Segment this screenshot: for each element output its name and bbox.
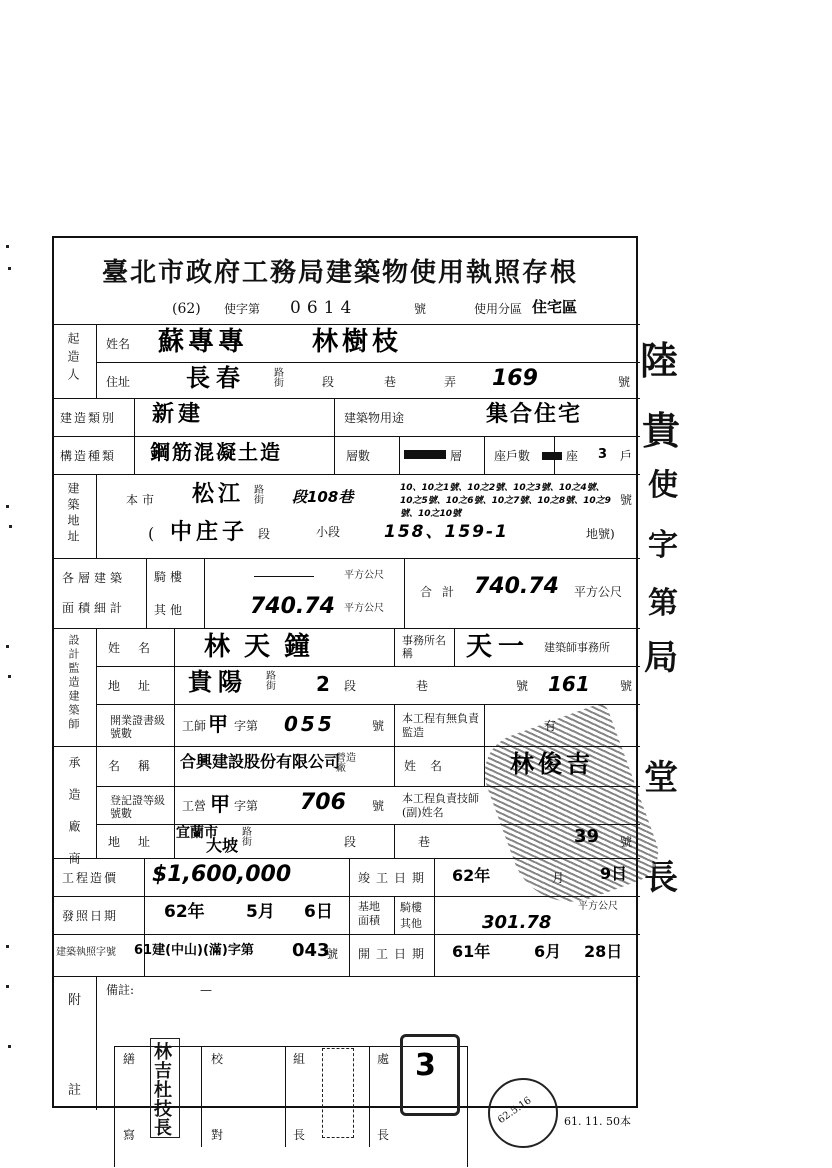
complete-day: 9日 <box>600 864 628 883</box>
supervisor-label: 本工程有無負責監造 <box>402 712 479 739</box>
architect-address-label: 地址 <box>108 679 169 693</box>
site-lane: 段108巷 <box>292 488 354 506</box>
contractor-city: 宜蘭市 <box>176 825 218 841</box>
use-value: 集合住宅 <box>486 402 583 427</box>
license-label: 開業證書級號數 <box>110 714 165 740</box>
zone-value: 住宅區 <box>532 298 578 316</box>
arcade-unit: 平方公尺 <box>344 570 384 581</box>
side-char-1: 貴 <box>642 408 681 453</box>
builder-lane: 巷 <box>384 375 397 389</box>
architect-number-label: 號 <box>516 679 529 693</box>
permit-ref-value: 61建(中山)(滿)字第 <box>134 943 254 958</box>
stamp-1-text: 林吉杜技長 <box>154 1042 172 1139</box>
sign-label-3: 處 <box>377 1052 390 1066</box>
start-year: 61年 <box>452 942 491 961</box>
units-redaction <box>542 452 562 460</box>
license-class: 甲 <box>208 712 228 736</box>
license-suffix: 號 <box>372 719 385 733</box>
issue-day: 6日 <box>304 902 333 922</box>
sign-label-2: 組 <box>293 1052 306 1066</box>
land-section: 中庄子 <box>170 520 249 545</box>
site-section-label: 建築地址 <box>66 482 80 546</box>
site-city: 本市 <box>126 493 159 507</box>
side-char-0: 陸 <box>640 338 679 383</box>
contractor-person-label: 姓名 <box>404 759 457 773</box>
builder-street: 長春 <box>186 364 246 392</box>
issue-month: 5月 <box>246 902 275 922</box>
side-char-2: 使 <box>648 468 678 503</box>
contractor-street: 大坡 <box>206 836 239 855</box>
side-char-4: 第 <box>648 586 678 621</box>
arcade-label: 騎樓 <box>154 570 187 584</box>
builder-section-label: 起造人 <box>66 332 80 386</box>
land-other: 其他 <box>400 917 422 930</box>
area-label-1: 各層建築 <box>62 571 127 585</box>
license-word: 字第 <box>234 719 259 733</box>
permit-suffix: 號 <box>414 302 427 316</box>
contractor-section: 段 <box>344 835 357 849</box>
permit-ref-number: 043 <box>292 940 330 961</box>
architect-name: 林天鐘 <box>204 632 325 662</box>
side-char-3: 字 <box>648 528 678 563</box>
architect-road: 路街 <box>266 671 276 692</box>
land-prefix: ( <box>148 524 155 543</box>
cost-label: 工程造價 <box>62 871 119 885</box>
architect-section-label: 設計監造建築師 <box>67 634 80 732</box>
form-title: 臺北市政府工務局建築物使用執照存根 <box>102 258 579 288</box>
land-arcade: 騎樓 <box>400 901 422 914</box>
architect-name-label: 姓名 <box>108 641 169 655</box>
reg-prefix: 工營 <box>182 799 207 813</box>
land-section-unit: 段 <box>258 527 271 541</box>
permit-ref-label: 建築執照字號 <box>56 947 116 958</box>
form-code: 61. 11. 50本 <box>564 1115 631 1128</box>
units-value: 座 <box>566 449 579 463</box>
arcade-dash <box>254 576 314 577</box>
total-unit: 平方公尺 <box>574 585 623 599</box>
contractor-lane: 巷 <box>418 835 431 849</box>
other-unit: 平方公尺 <box>344 603 384 614</box>
units-suffix: 戶 <box>620 449 633 463</box>
permit-prefix: (62) <box>172 301 201 317</box>
sign-label-6: 長 <box>293 1128 306 1142</box>
total-value: 740.74 <box>474 574 559 599</box>
builder-number: 169 <box>492 366 538 391</box>
contractor-road: 路街 <box>242 827 252 848</box>
notes-label-top: 附 <box>68 993 82 1008</box>
complete-month: 月 <box>552 871 565 885</box>
start-month: 6月 <box>534 942 562 961</box>
reg-label: 登記證等級號數 <box>110 794 165 820</box>
office-label: 事務所名稱 <box>402 634 446 660</box>
license-value: 055 <box>284 712 335 736</box>
approval-stamp-1 <box>150 1038 180 1138</box>
site-road: 松江 <box>192 482 245 507</box>
structure-label: 構造種類 <box>60 449 117 463</box>
issue-year: 62年 <box>164 902 205 922</box>
date-stamp-text: 62.5.16 <box>496 1095 534 1127</box>
land-value: 301.78 <box>482 912 552 933</box>
supervisor-value: 有 <box>544 719 557 733</box>
sign-label-0: 繕 <box>123 1052 136 1066</box>
contractor-person: 林俊吉 <box>510 750 594 778</box>
issue-label: 發照日期 <box>62 909 119 923</box>
architect-number: 161 <box>548 672 590 696</box>
structure-value: 鋼筋混凝土造 <box>150 440 282 464</box>
contractor-hao: 號 <box>620 835 633 849</box>
area-label-2: 面積細計 <box>62 601 127 615</box>
side-text-column <box>640 330 684 1030</box>
permit-form <box>52 236 638 1142</box>
site-numbers: 10、10之1號、10之2號、10之3號、10之4號、10之5號、10之6號、10之7號、10之8號、10之9號、10之10號 <box>400 483 611 519</box>
builder-alley: 弄 <box>444 375 457 389</box>
side-char-7: 長 <box>644 858 678 898</box>
contractor-name-label: 名稱 <box>108 759 169 773</box>
land-suffix: 地號) <box>586 527 615 541</box>
permit-word: 使字第 <box>224 302 261 316</box>
architect-street: 貴陽 <box>188 668 248 696</box>
builder-road: 路街 <box>274 368 284 389</box>
builder-name-label: 姓名 <box>106 337 131 351</box>
complete-label: 竣工日期 <box>358 871 431 885</box>
architect-lane: 巷 <box>416 679 429 693</box>
sign-label-1: 校 <box>211 1052 224 1066</box>
builder-name-1: 蘇專專 <box>158 327 249 357</box>
total-label: 合計 <box>420 585 465 599</box>
land-unit: 平方公尺 <box>578 901 618 912</box>
sign-label-7: 長 <box>377 1128 390 1142</box>
remark-label: 備註: <box>106 983 135 997</box>
side-char-5: 局 <box>644 638 678 678</box>
builder-name-2: 林樹枝 <box>312 327 403 357</box>
architect-hao: 號 <box>620 679 633 693</box>
sign-label-4: 寫 <box>123 1128 136 1142</box>
complete-year: 62年 <box>452 866 491 885</box>
floors-redaction <box>404 450 446 459</box>
permit-number: 0614 <box>290 298 358 318</box>
start-label: 開工日期 <box>358 947 431 961</box>
reg-word: 字第 <box>234 799 259 813</box>
other-label: 其他 <box>154 603 187 617</box>
architect-section-no: 2 <box>316 672 330 696</box>
notes-label-bottom: 註 <box>68 1083 82 1098</box>
zone-label: 使用分區 <box>474 302 523 316</box>
office-suffix: 建築師事務所 <box>544 641 610 654</box>
license-prefix: 工師 <box>182 719 207 733</box>
reg-suffix: 號 <box>372 799 385 813</box>
site-numbers-label: 號 <box>620 493 633 507</box>
contractor-section-label: 承造廠商 <box>67 756 81 884</box>
scan-noise-left <box>6 245 10 1065</box>
floors-label: 層數 <box>346 449 371 463</box>
contractor-name-suffix: 營造廠 <box>336 753 356 774</box>
category-label: 建造類別 <box>60 411 117 425</box>
cost-value: $1,600,000 <box>152 862 292 887</box>
office-value: 天一 <box>466 632 531 662</box>
stamp-3-text: 3 <box>415 1048 436 1083</box>
land-lots: 158、159-1 <box>384 522 509 542</box>
start-day: 28日 <box>584 942 623 961</box>
site-road-unit: 路街 <box>254 485 264 506</box>
contractor-name: 合興建設股份有限公司 <box>180 752 341 771</box>
units-label: 座戶數 <box>494 449 531 463</box>
floors-unit: 層 <box>450 449 463 463</box>
approval-stamp-2 <box>322 1048 354 1138</box>
sign-label-5: 對 <box>211 1128 224 1142</box>
architect-section: 段 <box>344 679 357 693</box>
reg-class: 甲 <box>210 792 230 816</box>
units-extra: 3 <box>598 447 608 462</box>
other-value: 740.74 <box>250 594 335 619</box>
date-stamp <box>488 1078 558 1148</box>
side-char-6: 堂 <box>644 758 678 798</box>
use-label: 建築物用途 <box>344 411 405 425</box>
builder-hao: 號 <box>618 375 631 389</box>
remark-value: — <box>200 983 212 997</box>
contractor-address-label: 地址 <box>108 835 169 849</box>
builder-address-label: 住址 <box>106 375 131 389</box>
tech-label: 本工程負責技師(副)姓名 <box>402 792 479 819</box>
contractor-number: 39 <box>574 826 600 847</box>
approval-stamp-3 <box>400 1034 460 1116</box>
permit-ref-suffix: 號 <box>326 947 339 961</box>
land-subsection: 小段 <box>316 525 341 539</box>
reg-value: 706 <box>300 790 346 815</box>
builder-section: 段 <box>322 375 335 389</box>
land-label: 基地面積 <box>358 900 380 927</box>
category-value: 新建 <box>152 402 205 427</box>
